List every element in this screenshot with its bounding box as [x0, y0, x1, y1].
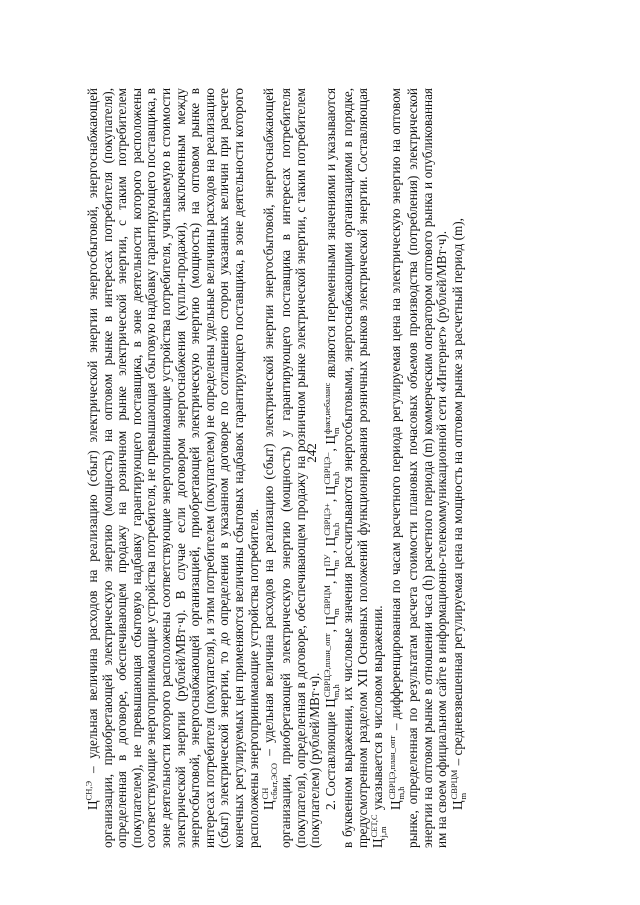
symbol-indices: [323, 633, 341, 697]
symbol-indices: [323, 453, 341, 485]
symbol-superscript: СВРЦЭ–: [321, 452, 332, 485]
symbol-indices: [323, 503, 341, 536]
paragraph-sn-sbyt-eso: [261, 88, 323, 848]
symbol-superscript: ПУ: [321, 554, 332, 567]
symbol-superscript: СН,Э: [83, 780, 94, 801]
paragraph-svrcm: [450, 88, 468, 848]
paragraph-text: – удельная величина расходов на реализацию (сбыт) электрической энергии энергосбытовой, энергоснабжающей организации, приобретающей электрическую энергию (мощность) у гарантирующего поставщика в интересах потребителя (покупателя), определенная в договоре, обеспечивающем продажу на розничном рынке электрической энергии, с таким потребителем (покупателем) (рублей/МВт·ч).: [261, 88, 323, 848]
paragraph-text: – дифференцированная по часам расчетного периода регулируемая цена на электрическую энергию на оптовом рынке, определенная по результатам расчета стоимости плановых почасовых объемов производства (потребления) электрической энергии на оптовом рынке в отношении часа (h) расчетного периода (m) коммерческим оператором оптового рынка и опубликованная им на своем официальном сайте в информационно-телекоммуникационной сети «Интернет» (рублей/МВт·ч).: [388, 88, 450, 848]
paragraph-text: 2. Составляющие Ц: [322, 698, 338, 810]
symbol-subscript: m,h: [330, 522, 341, 536]
paragraph-text: – удельная величина расходов на реализацию (сбыт) электрической энергии энергосбытовой, энергоснабжающей организации, приобретающей электрическую энергию (мощность) на оптовом рынке в интересах потребителя (покупателя), определенная в договоре, обеспечивающем продажу на розничном рынке электрической энергии, с таким потребителем (покупателем), не превышающая сбытовую надбавку гарантирующего поставщика, в зоне деятельности которого расположены соответствующие энергопринимающие устройства потребителя, не превышающая сбытовую надбавку гарантирующего поставщика, в зоне деятельности которого расположены соответствующие энергопринимающие устройства потребителя, учитываемую в стоимости электрической энергии (рублей/МВт·ч). В случае если договором энергоснабжения (купли-продажи), заключенным между энергосбытовой, энергоснабжающей организацией, приобретающей электрическую энергию (мощность) на оптовом рынке в интересах потребителя (покупателя), и этим потребителем (покупателем) не определены удельные величины расходов на реализацию (сбыт) электрической энергии, то до определения в указанном договоре по соглашению сторон указанных величин при расчете конечных регулируемых цен применяются величины сбытовых надбавок гарантирующего поставщика, в зоне деятельности которого расположены энергопринимающие устройства потребителя.: [85, 88, 261, 848]
symbol-superscript: СВРЦЭ,план_опт: [321, 633, 332, 698]
symbol-subscript: m,h: [396, 786, 407, 800]
symbol-subscript: m: [330, 559, 341, 567]
symbol-subscript: m,h: [330, 684, 341, 698]
paragraph-text: – средневзвешенная регулируемая цена на мощность на оптовом рынке за расчетный период (m),: [449, 218, 465, 769]
symbol-superscript: СВРЦЭ,план_опт: [387, 735, 398, 800]
symbol: Ц: [449, 800, 465, 810]
symbol-subscript: j,m: [378, 826, 389, 838]
document-body: [83, 87, 468, 848]
symbol-subscript: m: [457, 792, 468, 800]
symbol-superscript: СВРЦМ: [321, 585, 332, 615]
symbol-subscript: m: [330, 427, 341, 434]
symbol-indices: [323, 554, 341, 566]
symbol-superscript: СВРЦМ: [448, 769, 459, 800]
symbol-superscript: СЕТ,С: [369, 814, 380, 838]
paragraph-text: являются переменными значениями и указываются в буквенном выражении, их числовые значения рассчитываются энергосбытовыми, энергоснабжающими организациями в порядке, предусмотренном разделом XII Основных положений функционирования розничных рынков электрической энергии. Составляющая Ц: [322, 87, 386, 848]
symbol-indices: [450, 770, 468, 800]
symbol-indices: [388, 736, 406, 800]
paragraph-text: указывается в числовом выражении.: [370, 605, 386, 814]
symbol-subscript: m: [330, 608, 341, 615]
symbol-superscript: СВРЦЭ+: [321, 503, 332, 536]
paragraph-svrce-plan: [388, 88, 450, 848]
symbol: Ц: [261, 800, 277, 810]
symbol-superscript: факт,небаланс: [321, 382, 332, 434]
page-number: 242: [304, 443, 319, 463]
paragraph-components: 2. Составляющие Ц СВРЦЭ,план_опт m,h , Ц СВРЦМ m , Ц ПУ m , Ц СВРЦЭ+ m,h , Ц СВРЦЭ– m,h , Ц факт,небаланс m являются переменными значениями и указываются в буквенном выражении, их числовые значения рассчитываются энергосбытовыми, энергоснабжающими организациями в порядке, предусмотренном разделом XII Основных положений функционирования розничных рынков электрической энергии. Составляющая Ц СЕТ,С j,m указывается в числовом выражении.: [321, 87, 389, 848]
symbol-indices: [370, 814, 388, 837]
symbol-indices: [261, 763, 279, 800]
symbol: Ц: [85, 800, 100, 810]
paragraph-sn-e: [83, 88, 261, 848]
symbol-indices: [323, 383, 341, 434]
symbol: Ц: [388, 800, 404, 810]
symbol-superscript: СН: [260, 787, 271, 800]
symbol-subscript: сбыт,ЭСО: [269, 762, 280, 800]
symbol-subscript: m,h: [330, 471, 341, 485]
symbol-indices: [323, 585, 341, 615]
